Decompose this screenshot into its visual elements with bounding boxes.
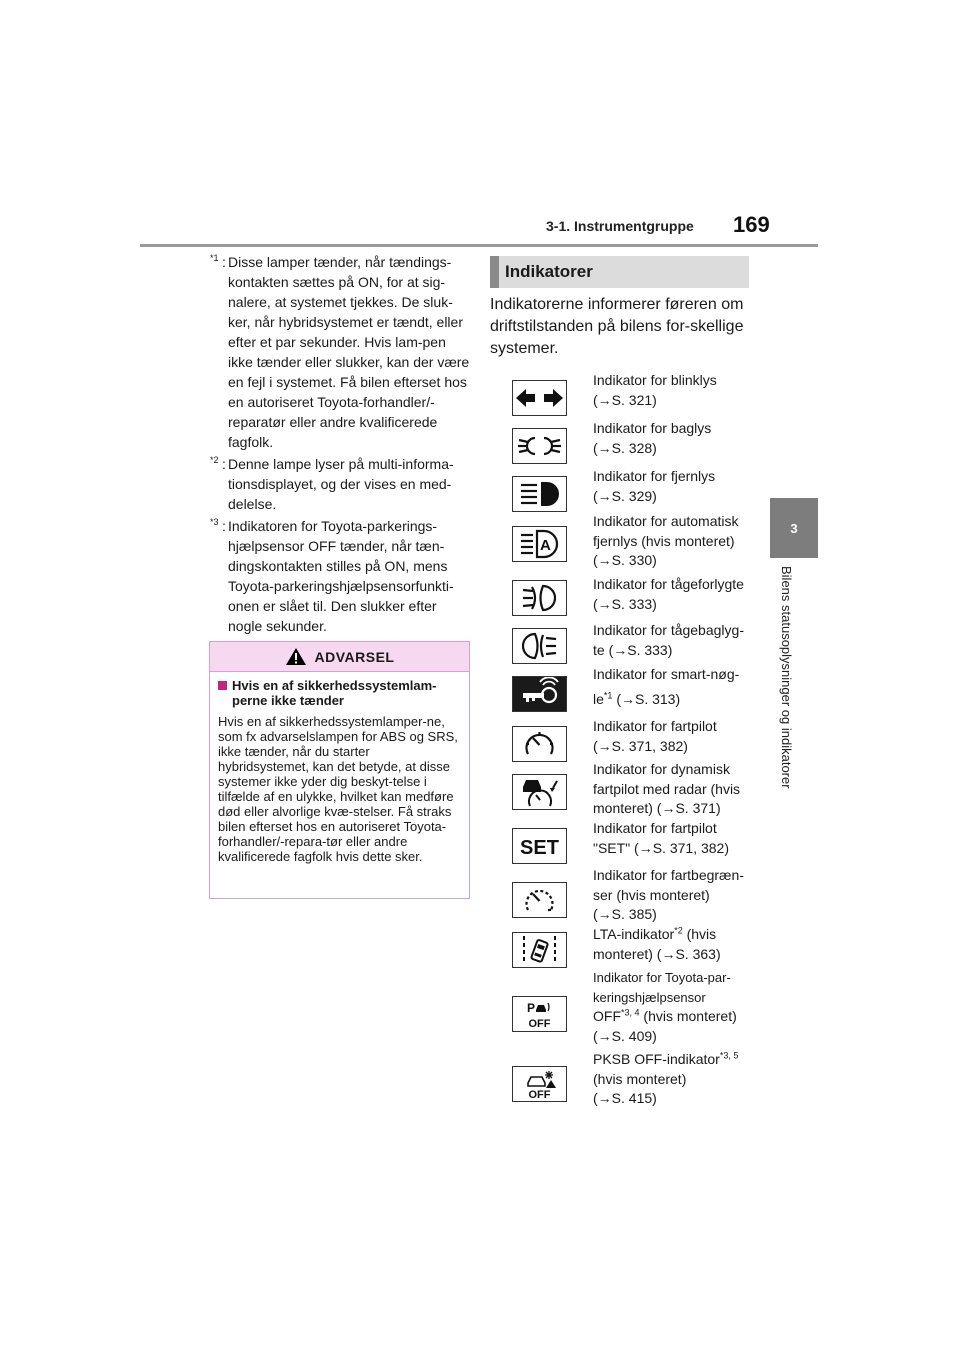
section-title: Indikatorer	[505, 262, 593, 281]
footnote-text: Disse lamper tænder, når tændings-kontakten sættes på ON, for at sig-nalere, at systemet tjekkes. De sluk-ker, når hybridsystemet er tændt, eller efter et par sekunder. Hvis lam-pen ikke tænder eller slukker, kan der være en fejl i systemet. Få bilen efterset hos en autoriseret Toyota-forhandler/-reparatør eller andre kvalificerede fagfolk.	[228, 254, 470, 450]
auto-high-beam-icon	[512, 526, 567, 562]
chapter-tab: 3	[770, 498, 818, 558]
warning-body: Hvis en af sikkerhedssystemlamper-ne, som fx advarselslampen for ABS og SRS, ikke tænder, når du starter hybridsystemet, kan det betyde, at disse systemer ikke yder dig beskyt-telse i tilfælde af en ulykke, hvilket kan medføre død eller alvorlige kvæ-stelser. Få straks bilen efterset hos en autoriseret Toyota-forhandler/-repara-tør eller andre kvalificerede fagfolk hvis dette sker.	[218, 714, 458, 864]
svg-text:P: P	[527, 1001, 536, 1015]
footnote-mark: *3	[210, 517, 219, 527]
warning-triangle-icon	[285, 647, 307, 666]
header-rule	[140, 244, 818, 247]
footnote-1: *1 : Disse lamper tænder, når tændings-kontakten sættes på ON, for at sig-nalere, at systemet tjekkes. De sluk-ker, når hybridsystemet er tændt, eller efter et par sekunder. Hvis lam-pen ikke tænder eller slukker, kan der være en fejl i systemet. Få bilen efterset hos en autoriseret Toyota-forhandler/-reparatør eller andre kvalificerede fagfolk.	[210, 252, 472, 452]
footnote-3: *3 : Indikatoren for Toyota-parkerings-hjælpsensor OFF tænder, når tæn-dingskontakten stilles på ON, mens Toyota-parkeringshjælpsensorfunkti-onen er slået til. Den slukker efter nogle sekunder.	[210, 516, 472, 636]
section-title-box	[490, 256, 749, 288]
chapter-tab-label: Bilens statusoplysninger og indikatorer	[779, 566, 794, 789]
section-header: 3-1. Instrumentgruppe	[546, 218, 694, 234]
warning-header	[210, 642, 469, 672]
svg-text:A: A	[540, 537, 551, 554]
turn-signal-icon	[512, 380, 567, 416]
radar-cruise-icon	[512, 774, 567, 810]
pksb-off-icon	[512, 1066, 567, 1102]
set-icon-text: SET	[520, 837, 559, 859]
footnote-mark: *1	[210, 253, 219, 263]
footnote-text: Indikatoren for Toyota-parkerings-hjælpsensor OFF tænder, når tæn-dingskontakten stilles på ON, mens Toyota-parkeringshjælpsensorfunkti-onen er slået til. Den slukker efter nogle sekunder.	[228, 518, 454, 634]
smart-key-icon	[512, 676, 567, 712]
parking-sensor-off-icon	[512, 996, 567, 1032]
footnotes	[210, 252, 472, 638]
warning-title: ADVARSEL	[314, 648, 395, 665]
warning-box	[209, 641, 470, 899]
footnote-2: *2 : Denne lampe lyser på multi-informa-tionsdisplayet, og der vises en med-delelse.	[210, 454, 472, 514]
set-icon	[512, 828, 567, 864]
off-label: OFF	[528, 1018, 551, 1030]
rear-fog-light-icon	[512, 628, 567, 664]
cruise-control-icon	[512, 726, 567, 762]
section-intro: Indikatorerne informerer føreren om driftstilstanden på bilens for-skellige systemer.	[490, 296, 744, 357]
high-beam-icon	[512, 476, 567, 512]
footnote-text: Denne lampe lyser på multi-informa-tionsdisplayet, og der vises en med-delelse.	[228, 456, 454, 512]
warning-heading: Hvis en af sikkerhedssystemlam-perne ikke tænder	[218, 678, 462, 708]
lta-icon	[512, 932, 567, 968]
front-fog-light-icon	[512, 580, 567, 616]
footnote-mark: *2	[210, 455, 219, 465]
bullet-square-icon	[218, 681, 227, 690]
tail-light-icon	[512, 428, 567, 464]
page-number: 169	[733, 212, 770, 237]
off-label: OFF	[528, 1089, 551, 1101]
speed-limiter-icon	[512, 882, 567, 918]
